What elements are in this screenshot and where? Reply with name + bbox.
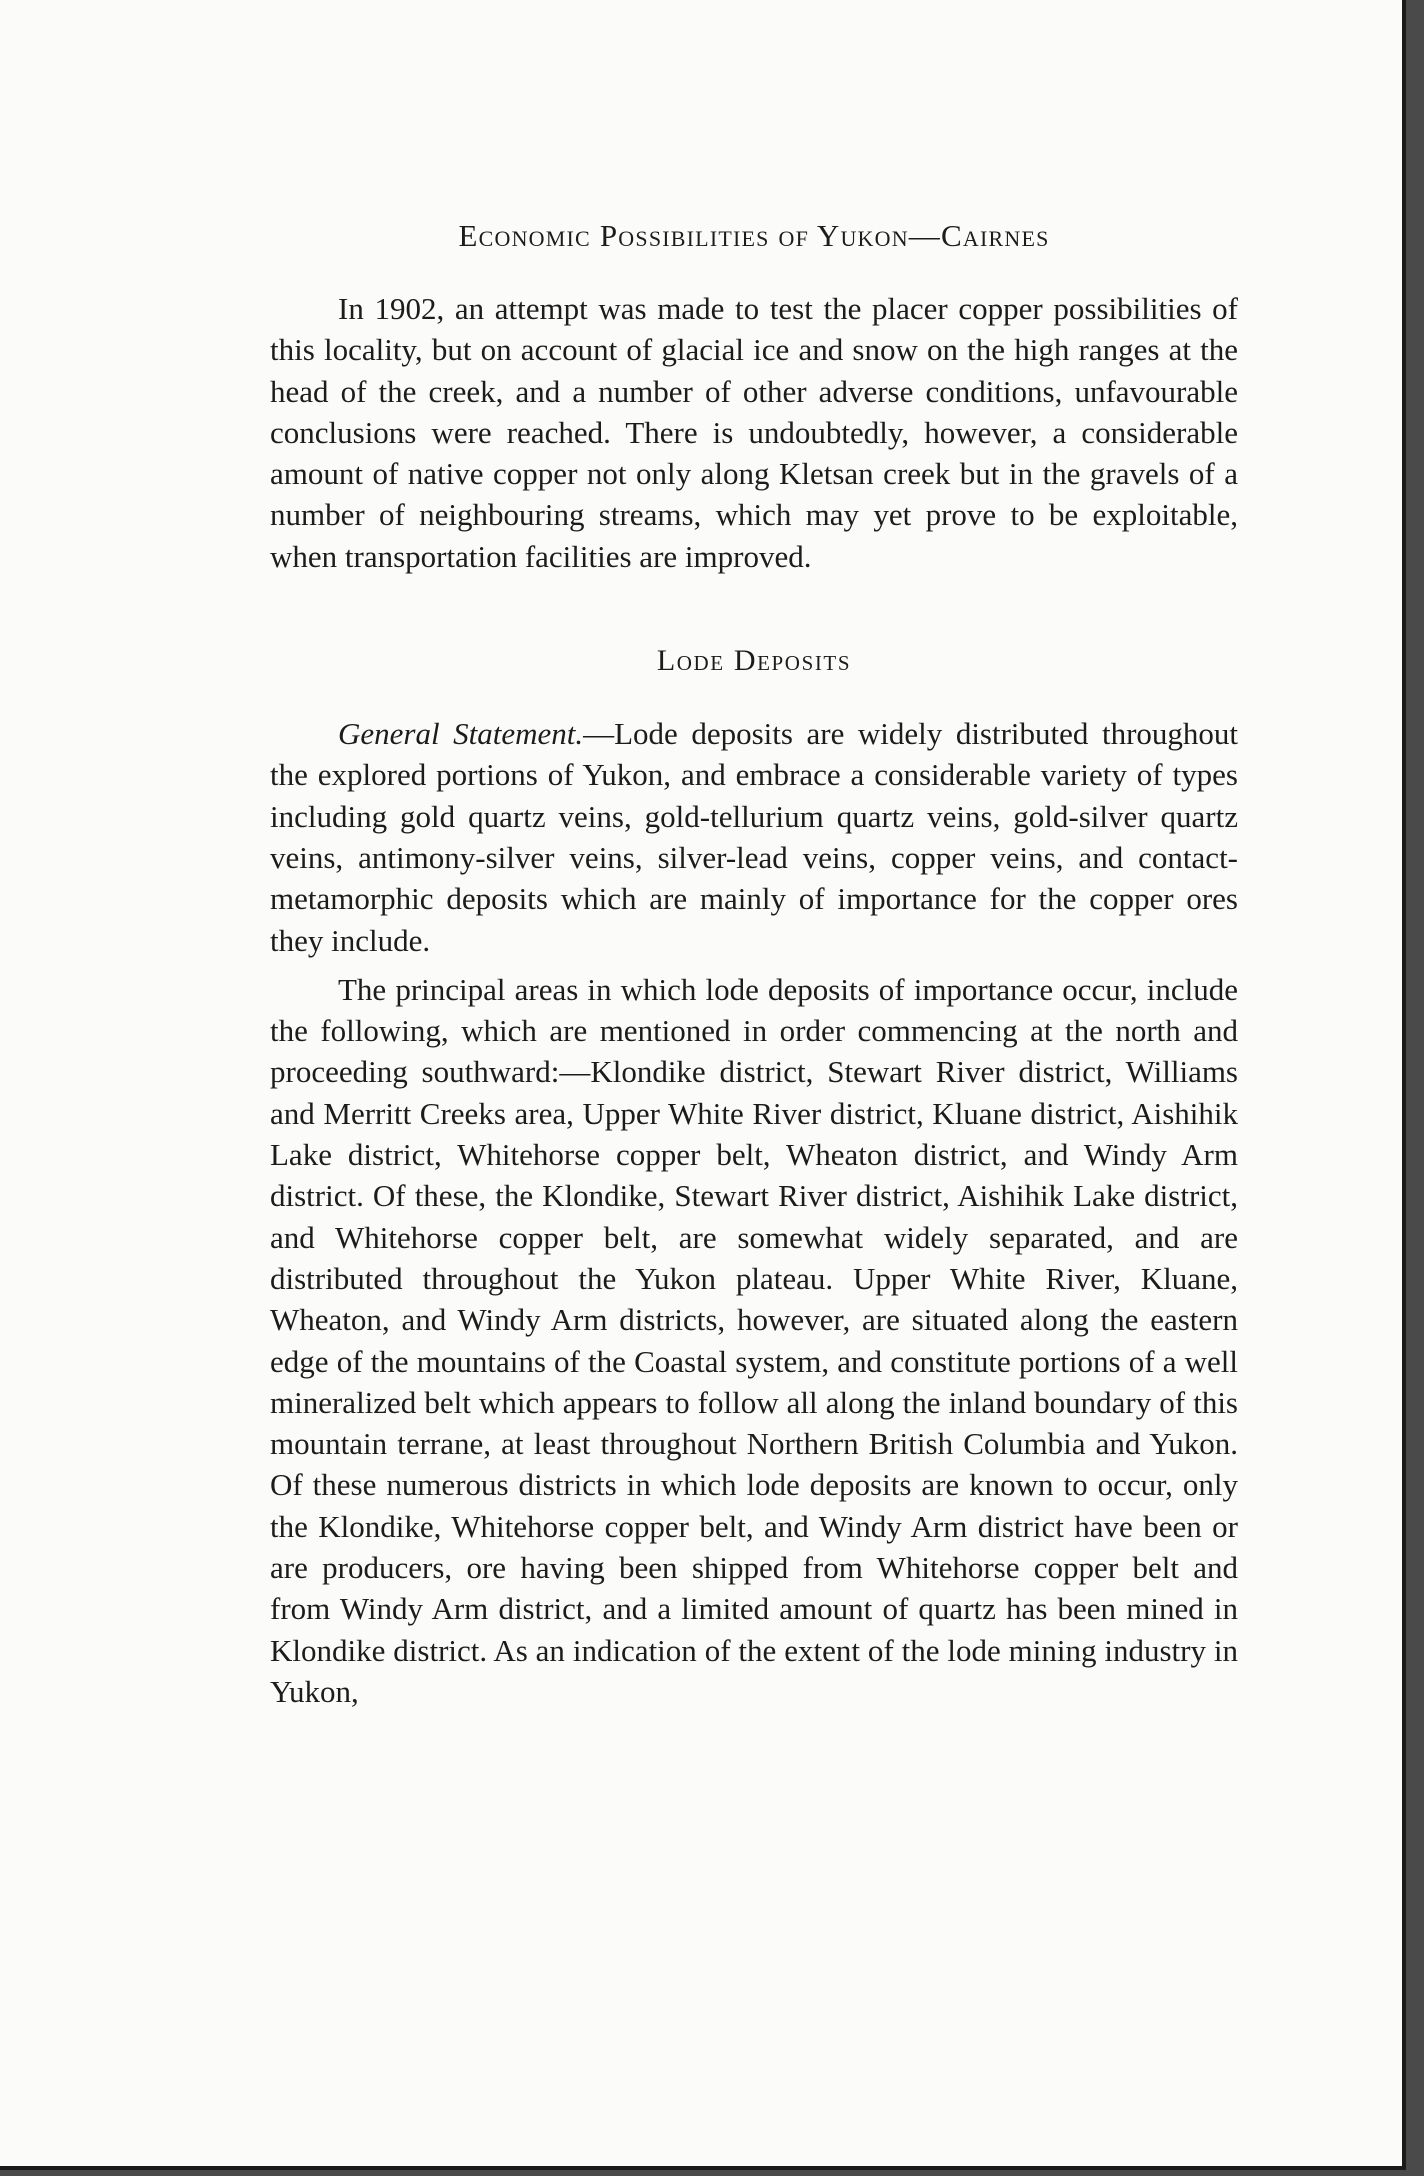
section-title: Lode Deposits	[656, 644, 852, 678]
general-statement-paragraph	[270, 713, 1238, 961]
intro-paragraph: In 1902, an attempt was made to test the placer copper possibilities of this locality, but on account of glacial ice and snow on the high ranges at the head of the creek, and a number of other adverse conditions, unfavourable conclusions were reached. There is undoubtedly, however, a considerable amount of native copper not only along Kletsan creek but in the gravels of a number of neighbouring streams, which may yet prove to be exploitable, when transportation facilities are improved.	[270, 291, 1238, 574]
page-content	[270, 210, 1238, 1712]
general-statement-lead: General Statement.	[338, 716, 584, 752]
running-head: Economic Possibilities of Yukon—Cairnes	[458, 218, 1050, 253]
principal-areas-paragraph: The principal areas in which lode deposits of importance occur, include the following, which are mentioned in order commencing at the north and proceeding southward:—Klondike district, Stewart River district, Williams and Merritt Creeks area, Upper White River district, Kluane district, Aishihik Lake district, Whitehorse copper belt, Wheaton district, and Windy Arm district. Of these, the Klondike, Stewart River district, Aishihik Lake district, and Whitehorse copper belt, are somewhat widely separated, and are distributed throughout the Yukon plateau. Upper White River, Kluane, Wheaton, and Windy Arm districts, however, are situated along the eastern edge of the mountains of the Coastal system, and constitute portions of a well mineralized belt which appears to follow all along the inland boundary of this mountain terrane, at least throughout Northern British Columbia and Yukon. Of these numerous districts in which lode deposits are known to occur, only the Klondike, Whitehorse copper belt, and Windy Arm district have been or are producers, ore having been shipped from Whitehorse copper belt and from Windy Arm district, and a limited amount of quartz has been mined in Klondike district. As an indication of the extent of the lode mining industry in Yukon,	[270, 971, 1238, 1709]
paragraph-gap	[270, 961, 1238, 969]
general-statement-text: —Lode deposits are widely distributed throughout the explored portions of Yukon, and embrace a considerable variety of types including gold quartz veins, gold-tellurium quartz veins, gold-silver quartz veins, antimony-silver veins, silver-lead veins, copper veins, and contact-metamorphic deposits which are mainly of importance for the copper ores they include.	[270, 716, 1239, 958]
